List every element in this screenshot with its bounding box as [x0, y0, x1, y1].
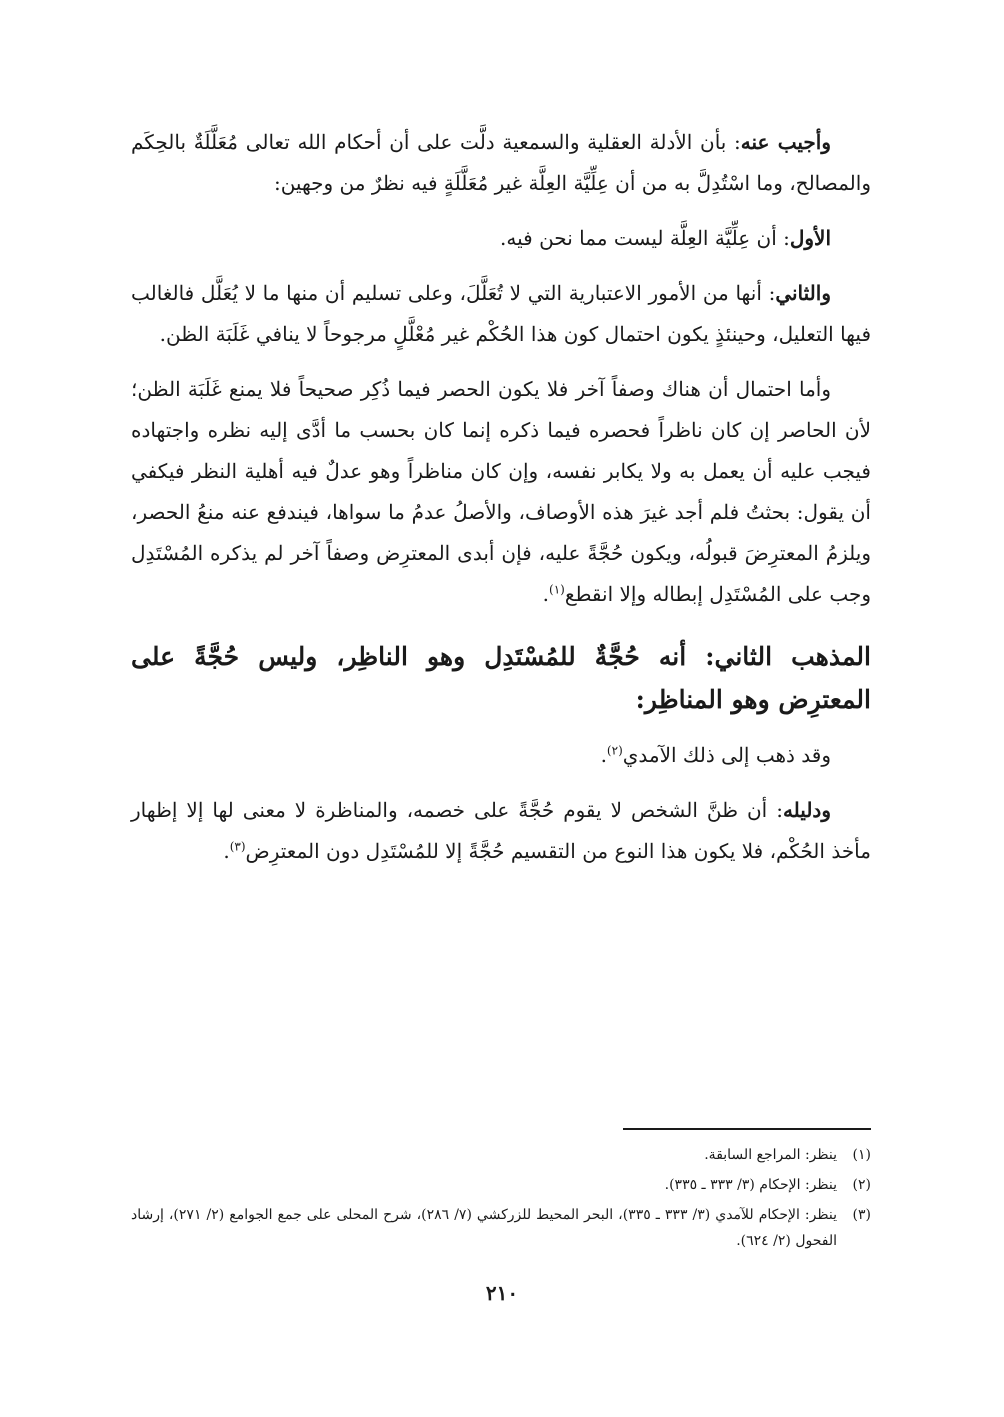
paragraph-text: وأما احتمال أن هناك وصفاً آخر فلا يكون الحصر فيما ذُكِر صحيحاً فلا يمنع غَلَبَة الظن؛ لأن الحاصر إن كان ناظراً فحصره فيما ذكره إنما كان بحسب ما أدَّى إليه نظره واجتهاده فيجب عليه أن يعمل به ولا يكابر نفسه، وإن كان مناظراً وهو عدلٌ فيه أهلية النظر فيكفي أن يقول: بحثتُ فلم أجد غيرَ هذه الأوصاف، والأصلُ عدمُ ما سواها، فيندفع عنه منعُ الحصر، ويلزمُ المعترِضَ قبولُه، ويكون حُجَّةً عليه، فإن أبدى المعترِض وصفاً آخر لم يذكره المُسْتَدِل وجب على المُسْتَدِل إبطاله وإلا انقطع — [131, 377, 871, 606]
section-heading: المذهب الثاني: أنه حُجَّةٌ للمُسْتَدِل وهو الناظِر، وليس حُجَّةً على المعترِض وهو المناظِر: — [131, 642, 871, 714]
paragraph-second-aspect — [131, 273, 871, 355]
paragraph-lead: الأول — [789, 226, 831, 250]
paragraph-lead: وأجيب عنه — [740, 130, 832, 154]
footnote-item — [131, 1142, 871, 1168]
footnotes — [131, 1142, 871, 1258]
footnote-item — [131, 1202, 871, 1254]
footnote-item — [131, 1172, 871, 1198]
paragraph-text: : بأن الأدلة العقلية والسمعية دلَّت على أن أحكام الله تعالى مُعَلَّلَةٌ بالحِكَم والمصالح، وما اسْتُدِلَّ به من أن عِلِّيَّة العِلَّة غير مُعَلَّلَةٍ فيه نظرٌ من وجهين: — [131, 130, 871, 195]
footnote-text: ينظر: الإحكام (٣/ ٣٣٣ ـ ٣٣٥). — [664, 1177, 837, 1193]
paragraph-first-aspect — [131, 218, 871, 259]
paragraph-text: : أن ظنَّ الشخص لا يقوم حُجَّةً على خصمه، والمناظرة لا معنى لها إلا إظهار مأخذ الحُكْم، فلا يكون هذا النوع من التقسيم حُجَّةً إلا للمُسْتَدِل دون المعترِض — [131, 798, 871, 863]
paragraph-restriction — [131, 369, 871, 615]
paragraph-lead: ودليله — [782, 798, 831, 822]
paragraph-end: . — [600, 743, 607, 767]
paragraph-end: . — [223, 839, 230, 863]
footnote-ref[interactable]: (٣) — [229, 839, 246, 854]
main-text — [131, 122, 871, 886]
paragraph-end: . — [542, 582, 550, 606]
paragraph-text: : أن عِلِّيَّة العِلَّة ليست مما نحن فيه. — [500, 226, 790, 250]
footnote-divider — [623, 1128, 871, 1130]
paragraph-text: وقد ذهب إلى ذلك الآمدي — [622, 743, 831, 767]
footnote-number: (١) — [852, 1147, 871, 1163]
footnote-number: (٢) — [852, 1177, 871, 1193]
paragraph-evidence — [131, 790, 871, 872]
footnote-text: ينظر: الإحكام للآمدي (٣/ ٣٣٣ ـ ٣٣٥)، البحر المحيط للزركشي (٧/ ٢٨٦)، شرح المحلى على جمع الجوامع (٢/ ٢٧١)، إرشاد الفحول (٢/ ٦٢٤). — [131, 1207, 837, 1249]
footnote-ref[interactable]: (١) — [549, 582, 565, 597]
footnote-text: ينظر: المراجع السابقة. — [704, 1147, 837, 1163]
paragraph-answer — [131, 122, 871, 204]
page-number: ٢١٠ — [485, 1281, 519, 1305]
paragraph-lead: والثاني — [775, 281, 831, 305]
paragraph-amidi — [131, 735, 871, 776]
footnote-number: (٣) — [852, 1207, 871, 1223]
paragraph-text: : أنها من الأمور الاعتبارية التي لا تُعَلَّلَ، وعلى تسليم أن منها ما لا يُعَلَّل فالغالب فيها التعليل، وحينئذٍ يكون احتمال كون هذا الحُكْم غير مُعْلَّلٍ مرجوحاً لا ينافي غَلَبَة الظن. — [131, 281, 871, 346]
footnote-ref[interactable]: (٢) — [606, 743, 623, 758]
